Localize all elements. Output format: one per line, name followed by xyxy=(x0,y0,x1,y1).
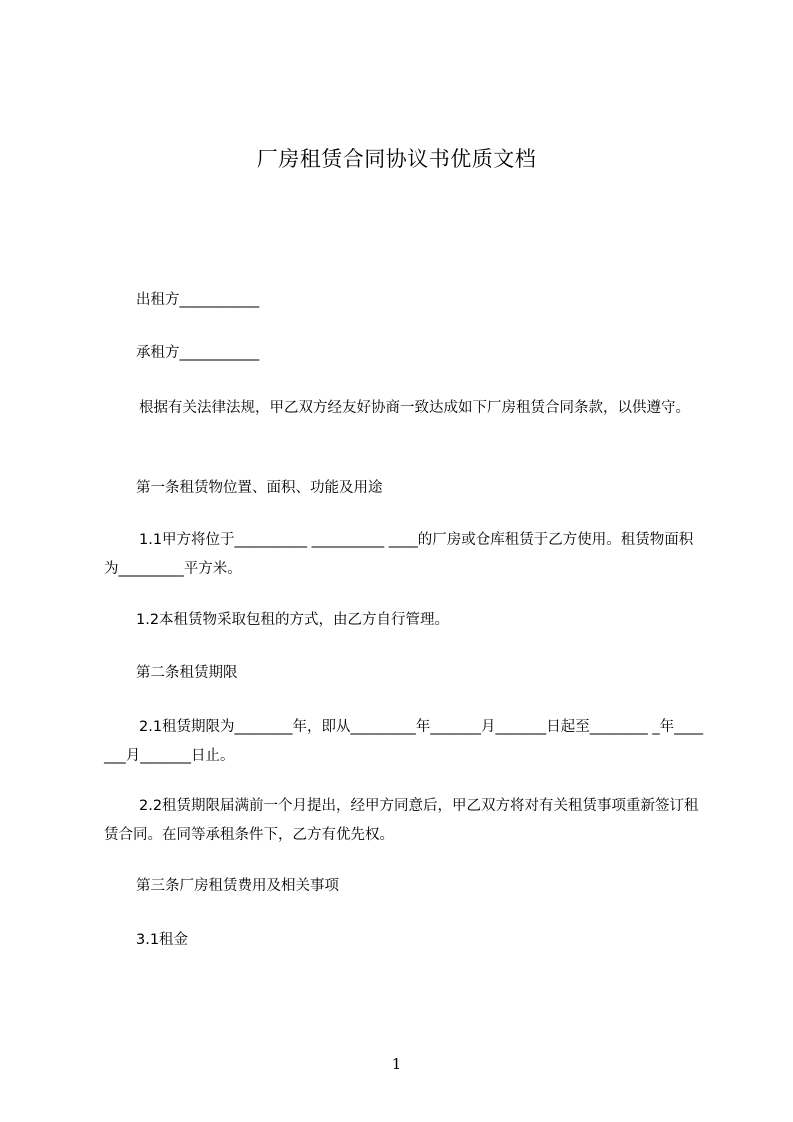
preamble-paragraph: 根据有关法律法规，甲乙双方经友好协商一致达成如下厂房租赁合同条款，以供遵守。 xyxy=(139,400,690,416)
article-1-heading: 第一条租赁物位置、面积、功能及用途 xyxy=(136,480,383,496)
page-number: 1 xyxy=(391,1055,402,1073)
lessor-line: 出租方___________ xyxy=(136,292,260,308)
clause-1-1: 1.1甲方将位于__________ __________ ____的厂房或仓库租赁于乙方使用。租赁物面积为_________平方米。 xyxy=(104,532,694,577)
article-2-heading: 第二条租赁期限 xyxy=(136,665,238,681)
clause-2-2: 2.2租赁期限届满前一个月提出，经甲方同意后，甲乙双方将对有关租赁事项重新签订租赁合同。在同等承租条件下，乙方有优先权。 xyxy=(104,798,699,843)
clause-3-1: 3.1租金 xyxy=(136,932,189,948)
clause-1-2: 1.2本租赁物采取包租的方式，由乙方自行管理。 xyxy=(136,612,450,628)
document-title: 厂房租赁合同协议书优质文档 xyxy=(256,147,537,171)
clause-2-1: 2.1租赁期限为________年，即从_________年_______月_______日起至________ _年_______月_______日止。 xyxy=(104,719,704,764)
article-3-heading: 第三条厂房租赁费用及相关事项 xyxy=(136,878,339,894)
lessee-line: 承租方___________ xyxy=(136,345,260,361)
